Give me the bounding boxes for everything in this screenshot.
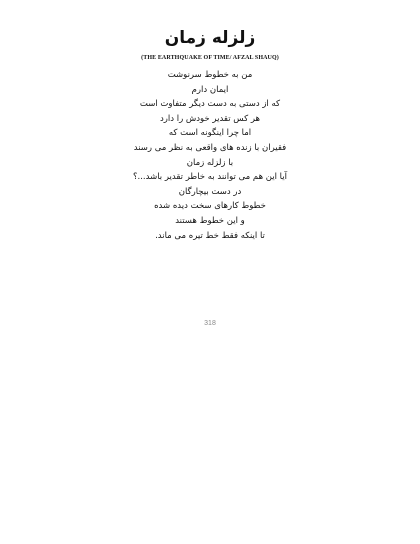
poem-line: آیا این هم می توانند به خاطر تقدیر باشد...؟ — [133, 172, 287, 183]
poem-line: با زلزله زمان — [186, 157, 234, 168]
poem-body — [0, 68, 420, 243]
poem-line: در دست بیچارگان — [178, 186, 242, 197]
poem-line: و این خطوط هستند — [175, 215, 245, 226]
poem-line: ایمان دارم — [191, 84, 229, 95]
page-number: 318 — [204, 320, 216, 327]
poem-line: هر کس تقدیر خودش را دارد — [159, 113, 261, 124]
poem-line: تا اینکه فقط خط تیره می ماند. — [155, 230, 265, 241]
poem-line: من به خطوط سرنوشت — [167, 70, 253, 80]
poem-line: خطوط کارهای سخت دیده شده — [154, 201, 266, 212]
poem-title: زلزله زمان — [164, 28, 256, 48]
poem-line: اما چرا اینگونه است که — [168, 128, 252, 139]
poem-line: که از دستی به دست دیگر متفاوت است — [139, 99, 281, 110]
poem-line: فقیران با زنده های واقعی به نظر می رسند — [133, 142, 287, 153]
poem-subtitle: (THE EARTHQUAKE OF TIME/ AFZAL SHAUQ) — [141, 55, 279, 61]
